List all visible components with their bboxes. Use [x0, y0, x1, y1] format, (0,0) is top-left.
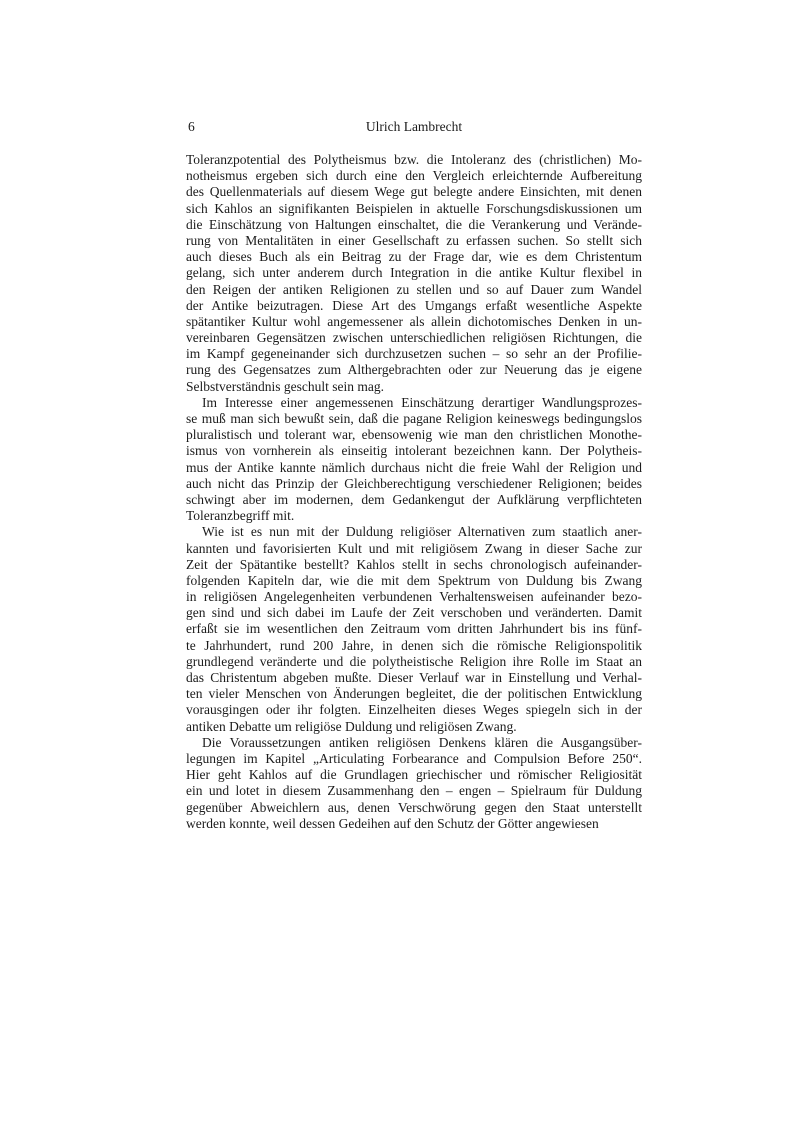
page-number: 6	[188, 119, 195, 134]
paragraph	[186, 735, 642, 832]
running-head: Ulrich Lambrecht	[365, 119, 463, 134]
text-line: gegenüber Abweichlern aus, denen Verschwörung gegen den Staat unterstellt	[186, 799, 642, 815]
text-line: Hier geht Kahlos auf die Grundlagen griechischer und römischer Religiosität	[186, 767, 642, 783]
text-line: gelang, sich unter anderem durch Integration in die antike Kultur flexibel in	[186, 265, 642, 281]
body-text	[186, 152, 642, 832]
text-line: se muß man sich bewußt sein, daß die pagane Religion keineswegs bedingungslos	[186, 411, 642, 426]
text-line: den Reigen der antiken Religionen zu stellen und so auf Dauer zum Wandel	[186, 281, 642, 297]
text-line: auch nicht das Prinzip der Gleichberechtigung verschiedener Religionen; beides	[186, 475, 642, 491]
text-line: spätantiker Kultur wohl angemessener als allein dichotomisches Denken in un-	[186, 313, 642, 329]
text-line: werden konnte, weil dessen Gedeihen auf den Schutz der Götter angewiesen	[186, 815, 599, 831]
text-line: Im Interesse einer angemessenen Einschätzung derartiger Wandlungsprozes-	[202, 394, 642, 410]
text-line: vorausgingen oder ihr folgten. Einzelheiten dieses Weges spiegeln sich in der	[186, 702, 642, 718]
text-line: pluralistisch und tolerant war, ebensowenig wie man den christlichen Monothe-	[186, 427, 642, 443]
text-line: im Kampf gegeneinander sich durchzusetzen suchen – so sehr an der Profilie-	[186, 346, 642, 362]
text-line: erfaßt sie im wesentlichen den Zeitraum vom dritten Jahrhundert bis ins fünf-	[186, 621, 642, 637]
text-line: notheismus ergeben sich durch eine den Vergleich erleichternde Aufbereitung	[186, 168, 642, 184]
text-line: sich Kahlos an signifikanten Beispielen in aktuelle Forschungsdiskussionen um	[186, 200, 642, 216]
text-line: das Christentum abgeben mußte. Dieser Verlauf war in Einstellung und Verhal-	[186, 670, 642, 685]
text-line: auch dieses Buch als ein Beitrag zu der Frage dar, wie es dem Christentum	[186, 249, 642, 265]
text-line: rung des Gegensatzes zum Althergebrachten oder zur Neuerung das je eigene	[186, 362, 642, 378]
text-line: rung von Mentalitäten in einer Gesellschaft zu erfassen suchen. So stellt sich	[186, 232, 642, 248]
text-line: ten vieler Menschen von Änderungen begleitet, die der politischen Entwicklung	[186, 686, 642, 702]
text-line: antiken Debatte um religiöse Duldung und religiösen Zwang.	[186, 718, 517, 734]
text-line: vereinbaren Gegensätzen zwischen unterschiedlichen religiösen Richtungen, die	[186, 330, 642, 346]
text-line: Die Voraussetzungen antiken religiösen Denkens klären die Ausgangsüber-	[202, 734, 642, 750]
text-line: des Quellenmaterials auf diesem Wege gut belegte andere Einsichten, mit denen	[186, 184, 642, 200]
text-line: folgenden Kapiteln dar, wie die mit dem Spektrum von Duldung bis Zwang	[186, 572, 642, 588]
paragraph	[186, 395, 642, 525]
text-line: Selbstverständnis geschult sein mag.	[186, 378, 384, 394]
text-line: kannten und favorisierten Kult und mit religiösem Zwang in dieser Sache zur	[186, 540, 642, 556]
text-line: Toleranzpotential des Polytheismus bzw. die Intoleranz des (christlichen) Mo-	[186, 152, 642, 167]
text-line: te Jahrhundert, rund 200 Jahre, in denen sich die römische Religionspolitik	[186, 637, 642, 653]
text-line: ein und lotet in diesem Zusammenhang den – engen – Spielraum für Duldung	[186, 783, 642, 799]
text-line: gen sind und sich dabei im Laufe der Zeit verschoben und veränderten. Damit	[186, 605, 642, 621]
text-line: mus der Antike kannte nämlich durchaus nicht die freie Wahl der Religion und	[186, 459, 642, 475]
paragraph	[186, 524, 642, 734]
text-line: der Antike beizutragen. Diese Art des Umgangs erfaßt wesentliche Aspekte	[186, 297, 642, 313]
text-line: Toleranzbegriff mit.	[186, 508, 295, 524]
text-line: ismus von vornherein als einseitig intolerant bezeichnen kann. Der Polytheis-	[186, 443, 642, 459]
text-line: die Einschätzung von Haltungen einschaltet, die die Verankerung und Verände-	[186, 216, 642, 232]
page-header	[186, 119, 642, 137]
text-line: grundlegend veränderte und die polytheistische Religion ihre Rolle im Staat an	[186, 653, 642, 669]
text-line: Wie ist es nun mit der Duldung religiöser Alternativen zum staatlich aner-	[202, 524, 642, 540]
text-line: Zeit der Spätantike bestellt? Kahlos stellt in sechs chronologisch aufeinander-	[186, 556, 642, 572]
text-line: schwingt aber im modernen, dem Gedankengut der Aufklärung verpflichteten	[186, 491, 642, 507]
paragraph	[186, 152, 642, 395]
text-line: legungen im Kapitel „Articulating Forbearance and Compulsion Before 250“.	[186, 750, 642, 766]
text-line: in religiösen Angelegenheiten verbundenen Verhaltensweisen aufeinander bezo-	[186, 589, 642, 605]
